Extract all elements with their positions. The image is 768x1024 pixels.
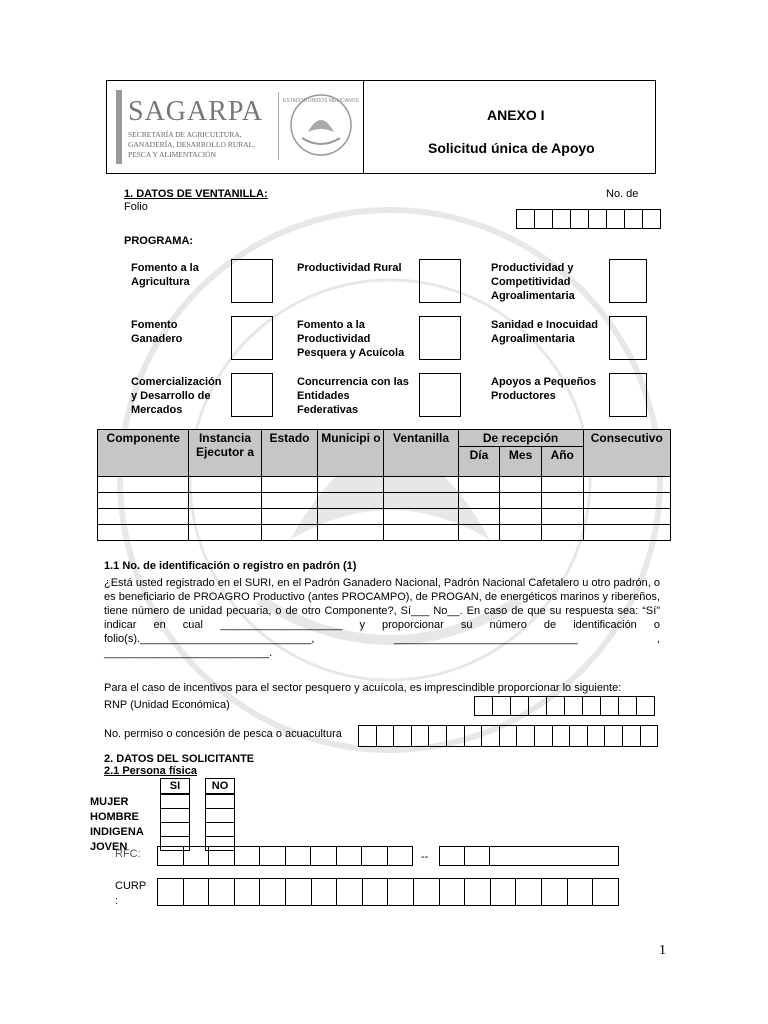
programa-heading: PROGRAMA: — [124, 235, 194, 247]
rfc-separator: -- — [421, 851, 429, 863]
program-label-concurrencia: Concurrencia con las Entidades Federativas — [297, 376, 409, 416]
col-municipio: Municipi o — [318, 430, 384, 477]
col-ventanilla: Ventanilla — [384, 430, 458, 477]
ventanilla-heading: 1. DATOS DE VENTANILLA: — [124, 188, 268, 200]
folio-label-a: No. de — [606, 188, 639, 200]
logo-sub-1: SECRETARÍA DE AGRICULTURA, — [128, 130, 242, 139]
col-anio: Año — [541, 447, 583, 477]
checkbox-hombre-si[interactable] — [160, 808, 190, 823]
folio-input[interactable] — [516, 209, 661, 229]
logo-sub-3: PESCA Y ALIMENTACIÓN — [128, 150, 217, 159]
si-header: SI — [160, 778, 190, 794]
table-row[interactable] — [98, 477, 671, 493]
table-row[interactable] — [98, 525, 671, 541]
program-checkbox-competitividad[interactable] — [609, 259, 647, 303]
program-checkbox-sanidad[interactable] — [609, 316, 647, 360]
curp-label: CURP : — [115, 880, 147, 907]
program-label-agricultura: Fomento a la Agricultura — [131, 262, 199, 288]
label-hombre: HOMBRE — [90, 811, 139, 823]
col-estado: Estado — [261, 430, 318, 477]
folio-label-b: Folio — [124, 201, 148, 213]
reception-table — [97, 429, 671, 541]
col-consecutivo: Consecutivo — [583, 430, 670, 477]
rfc-homoclave-input[interactable] — [439, 846, 619, 866]
program-checkbox-pesquera[interactable] — [419, 316, 461, 360]
rnp-label: RNP (Unidad Económica) — [104, 699, 230, 711]
program-checkbox-ganadero[interactable] — [231, 316, 273, 360]
pesca-intro: Para el caso de incentivos para el sector pesquero y acuícola, es imprescindible proporcionar lo siguiente: — [104, 682, 622, 694]
program-label-pesquera: Fomento a la Productividad Pesquera y Acuícola — [297, 319, 405, 359]
col-componente: Componente — [98, 430, 189, 477]
program-checkbox-comercializacion[interactable] — [231, 373, 273, 417]
permiso-input[interactable] — [358, 725, 658, 747]
program-label-competitividad: Productividad y Competitividad Agroalimentaria — [491, 262, 575, 302]
header-divider — [363, 80, 364, 174]
section-2-heading: 2. DATOS DEL SOLICITANTE — [104, 753, 255, 765]
table-row[interactable] — [98, 493, 671, 509]
program-label-sanidad: Sanidad e Inocuidad Agroalimentaria — [491, 319, 598, 345]
no-header: NO — [205, 778, 235, 794]
checkbox-indigena-no[interactable] — [205, 822, 235, 837]
program-label-pequenos: Apoyos a Pequeños Productores — [491, 376, 597, 402]
section-2-1-heading: 2.1 Persona física — [104, 765, 197, 777]
checkbox-hombre-no[interactable] — [205, 808, 235, 823]
label-mujer: MUJER — [90, 796, 129, 808]
checkbox-indigena-si[interactable] — [160, 822, 190, 837]
program-checkbox-productividad-rural[interactable] — [419, 259, 461, 303]
rfc-label: RFC: — [115, 848, 141, 860]
checkbox-mujer-si[interactable] — [160, 794, 190, 809]
col-instancia: Instancia Ejecutor a — [189, 430, 261, 477]
page-number: 1 — [659, 943, 666, 958]
col-mes: Mes — [500, 447, 542, 477]
checkbox-mujer-no[interactable] — [205, 794, 235, 809]
program-label-productividad-rural: Productividad Rural — [297, 262, 402, 274]
col-dia: Día — [458, 447, 500, 477]
label-indigena: INDIGENA — [90, 826, 144, 838]
section-1-1-paragraph: ¿Está usted registrado en el SURI, en el Padrón Ganadero Nacional, Padrón Nacional Cafetalero u otro padrón, o es beneficiario de PROAGRO Productivo (antes PROCAMPO), de PROGAN, de energéticos marinos y ribereños, tiene número de unidad pecuaria, o de otro Componente?, Sí___ No__. En caso de que su respuesta sea: “Sí” indicar en cual ____________________ y proporcionar su número de identificación o folio(s).____________________________, ______________________________ , ___________________________. — [104, 577, 660, 659]
program-label-ganadero: Fomento Ganadero — [131, 319, 183, 345]
logo-sub-2: GANADERÍA, DESARROLLO RURAL, — [128, 140, 256, 149]
section-1-1-heading: 1.1 No. de identificación o registro en padrón (1) — [104, 560, 357, 572]
seal-text: ESTADOS UNIDOS MEXICANOS — [283, 98, 359, 104]
logo-separator — [278, 92, 279, 160]
form-title: Solicitud única de Apoyo — [428, 140, 595, 156]
logo-text: SAGARPA — [128, 96, 264, 127]
permiso-label: No. permiso o concesión de pesca o acuacultura — [104, 728, 342, 740]
annex-title: ANEXO I — [487, 107, 545, 123]
program-checkbox-concurrencia[interactable] — [419, 373, 461, 417]
type-labels — [90, 795, 144, 860]
rfc-input[interactable] — [157, 846, 413, 866]
col-recepcion: De recepción — [458, 430, 583, 447]
table-row[interactable] — [98, 509, 671, 525]
curp-input[interactable] — [157, 878, 619, 906]
program-checkbox-agricultura[interactable] — [231, 259, 273, 303]
program-label-comercializacion: Comercialización y Desarrollo de Mercados — [131, 376, 222, 416]
national-seal — [283, 90, 359, 160]
sagarpa-logo — [116, 90, 276, 168]
program-checkbox-pequenos[interactable] — [609, 373, 647, 417]
rnp-input[interactable] — [474, 696, 655, 716]
label-joven: JOVEN — [90, 841, 128, 853]
